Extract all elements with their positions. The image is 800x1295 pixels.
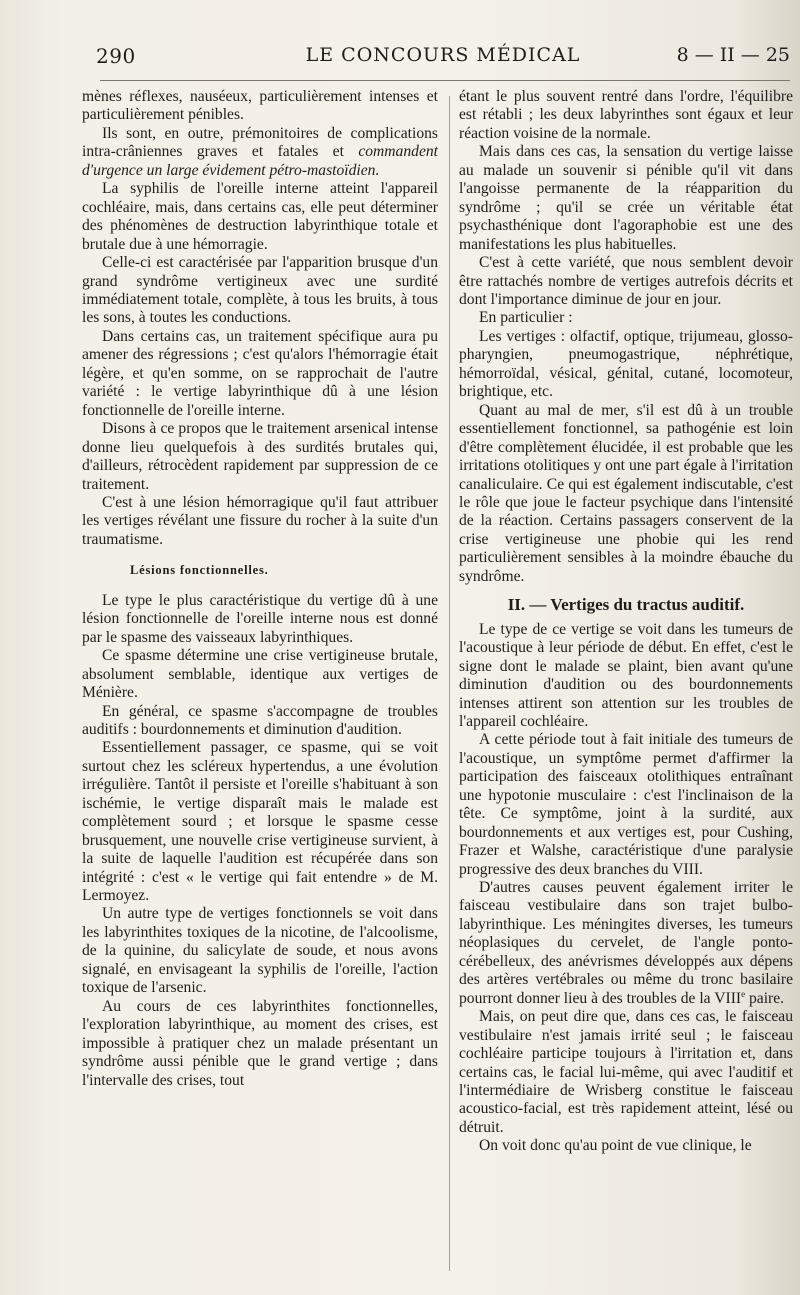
paragraph: Le type de ce vertige se voit dans les tumeurs de l'acoustique à leur période de début. En effet, c'est le signe dont le malade se plaint, bien avant qu'une diminution d'audition ou des bourdonnements intenses attirent son attention sur les troubles de l'appareil cochléaire. — [459, 620, 793, 730]
paragraph: La syphilis de l'oreille interne atteint l'appareil cochléaire, mais, dans certains cas, elle peut déterminer des phénomènes de destruction labyrinthique totale et brutale due à une hémorragie. — [82, 180, 438, 253]
paragraph: A cette période tout à fait initiale des tumeurs de l'acoustique, un symptôme permet d'affirmer la participation des faisceaux otolithiques entraînant une hypotonie musculaire : c'est l'inclinaison de la tête. Ce symptôme, joint à la surdité, aux bourdonnements et aux vertiges est, pour Cushing, Frazer et Walshe, caractéristique d'une paralysie progressive des deux branches du VIII. — [459, 731, 793, 878]
superscript: e — [741, 988, 746, 999]
paragraph: C'est à une lésion hémorragique qu'il faut attribuer les vertiges révélant une fissure du rocher à la suite d'un traumatisme. — [82, 493, 438, 548]
subheading: Lésions fonctionnelles. — [130, 563, 269, 578]
paragraph: Essentiellement passager, ce spasme, qui se voit surtout chez les scléreux hypertendus, a une évolution irrégulière. Tantôt il persiste et l'oreille s'habituant à son ischémie, le vertige disparaît mais le malade est complètement sourd ; et lorsque le spasme cesse brusquement, une nouvelle crise vertigineuse survient, à la suite de laquelle l'audition est récupérée dans son intégrité : c'est « le vertige qui fait entendre » de M. Lermoyez. — [82, 739, 438, 905]
paragraph: Au cours de ces labyrinthites fonctionnelles, l'exploration labyrinthique, au moment des crises, est impossible à pratiquer chez un malade présentant un syndrôme aussi pénible que le grand vertige ; dans l'intervalle des crises, tout — [82, 997, 438, 1089]
paragraph: Quant au mal de mer, s'il est dû à un trouble essentiellement fonctionnel, sa pathogénie est loin d'être complètement élucidée, il est probable que les irritations otolitiques y ont une part égale à l'irritation canaliculaire. Ce qui est également indiscutable, c'est le rôle que joue le facteur psychique dans l'intensité de la réaction. Certains passagers conservent de la crise vertigineuse une phobie qui les rend particulièrement sensibles à la moindre ébauche du syndrôme. — [459, 401, 793, 585]
paragraph-text: D'autres causes peuvent également irriter le faisceau vestibulaire dans son trajet bulbo-labyrinthique. Les méningites diverses, les tumeurs néoplasiques du cervelet, de l'angle ponto-cérébelleux, des anévrismes développés aux dépens des artères vertébrales ou même du tronc basilaire pourront donner lieu à des troubles de la — [459, 879, 793, 1007]
paragraph: C'est à cette variété, que nous semblent devoir être rattachés nombre de vertiges autrefois décrits et dont l'importance diminue de jour en jour. — [459, 254, 793, 308]
paragraph — [459, 879, 793, 1008]
page-header — [96, 44, 790, 74]
section-heading — [459, 596, 793, 614]
journal-title: LE CONCOURS MÉDICAL — [305, 44, 581, 66]
paragraph: Mais dans ces cas, la sensation du vertige laisse au malade un souvenir si pénible qu'il vit dans l'angoisse permanente de la réapparition du syndrôme ; qu'il se crée un véritable état psychasthénique dont l'agoraphobie est une des manifestations les plus habituelles. — [459, 143, 793, 253]
paragraph-text: Ils sont, en outre, prémonitoires de complications intra-crâniennes graves et fatales et — [82, 124, 438, 161]
roman-numeral: VIII — [714, 989, 742, 1007]
column-divider — [449, 96, 450, 1271]
italic-text: commandent d'urgence un large évidement pétro-mastoïdien. — [82, 143, 438, 179]
paragraph: Dans certains cas, un traitement spécifique aura pu amener des régressions ; c'est qu'alors l'hémorragie était légère, et qu'en somme, on se rapprochait de l'autre variété : le vertige labyrinthique dû à une lésion fonctionnelle de l'oreille interne. — [82, 327, 438, 419]
section-number: II. — — [507, 595, 547, 615]
paragraph: mènes réflexes, nauséeux, particulièrement intenses et particulièrement pénibles. — [82, 88, 438, 124]
header-rule — [100, 80, 790, 81]
paragraph: étant le plus souvent rentré dans l'ordre, l'équilibre est rétabli ; les deux labyrinthes sont égaux et leur réaction voisine de la normale. — [459, 88, 793, 142]
paragraph: En général, ce spasme s'accompagne de troubles auditifs : bourdonnements et diminution d'audition. — [82, 702, 438, 738]
paragraph: Ce spasme détermine une crise vertigineuse brutale, absolument semblable, identique aux vertiges de Ménière. — [82, 647, 438, 702]
section-title: Vertiges du tractus auditif. — [550, 595, 745, 615]
paragraph: Mais, on peut dire que, dans ces cas, le faisceau vestibulaire n'est jamais irrité seul ; le faisceau cochléaire participe toujours à l'irritation et, dans certains cas, le facial lui-même, qui avec l'auditif et l'intermédiaire de Wrisberg constitue le faisceau acoustico-facial, est très rapidement atteint, lésé ou détruit. — [459, 1008, 793, 1136]
paragraph: Celle-ci est caractérisée par l'apparition brusque d'un grand syndrôme vertigineux avec une surdité immédiatement totale, complète, à tous les bruits, à tous les sons, à toutes les conductions. — [82, 254, 438, 327]
paragraph: En particulier : — [479, 309, 573, 327]
page-number: 290 — [96, 44, 136, 68]
paragraph: Les vertiges : olfactif, optique, trijumeau, glosso-pharyngien, pneumogastrique, néphrétique, hémorroïdal, vésical, génital, cutané, locomoteur, brightique, etc. — [459, 327, 793, 401]
paragraph: Le type le plus caractéristique du vertige dû à une lésion fonctionnelle de l'oreille interne nous est donné par le spasme des vaisseaux labyrinthiques. — [82, 591, 438, 646]
paragraph: Disons à ce propos que le traitement arsenical intense donne lieu quelquefois à des surdités brutales qui, d'ailleurs, rétrocèdent rapidement par suppression de ce traitement. — [82, 420, 438, 493]
issue-date: 8 — II — 25 — [676, 44, 790, 66]
paragraph: Un autre type de vertiges fonctionnels se voit dans les labyrinthites toxiques de la nicotine, de l'alcoolisme, de la quinine, du salicylate de soude, et nous avons signalé, en envisageant la syphilis de l'oreille, l'action toxique de l'arsenic. — [82, 905, 438, 997]
left-column — [82, 88, 438, 1090]
right-column — [459, 88, 793, 1156]
paragraph: On voit donc qu'au point de vue clinique, le — [479, 1137, 752, 1155]
paragraph — [82, 125, 438, 180]
paragraph-text: paire. — [745, 989, 785, 1007]
